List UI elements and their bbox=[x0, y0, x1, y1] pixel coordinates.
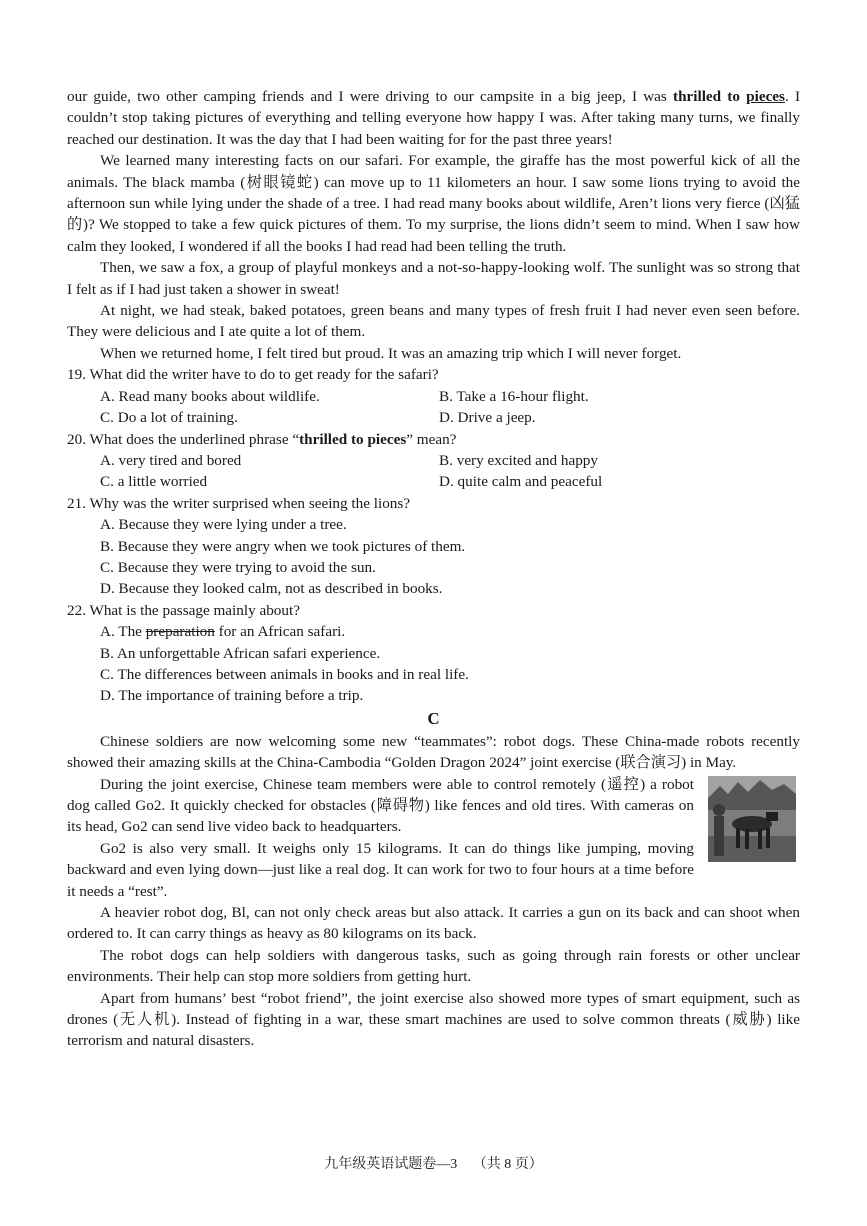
passage-c-paragraph-3: Go2 is also very small. It weighs only 15 kilograms. It can do things like jumping, moving backward and even lying down—just like a real dog. It can work for two to four hours at a time before it needs a “rest”. bbox=[67, 839, 694, 900]
footer-label: 九年级英语试题卷—3 bbox=[324, 1157, 458, 1172]
section-heading: C bbox=[427, 708, 440, 728]
text-run: our guide, two other camping friends and I were driving to our campsite in a big jeep, I was bbox=[67, 88, 674, 105]
text-run: for an African safari. bbox=[214, 623, 346, 641]
option-a: A. very tired and bored bbox=[100, 451, 242, 469]
text-run: ” mean? bbox=[406, 430, 457, 448]
question-19 bbox=[67, 364, 800, 428]
question-20 bbox=[67, 429, 800, 493]
option-b: B. Because they were angry when we took pictures of them. bbox=[100, 537, 466, 555]
option-c: C. Do a lot of training. bbox=[100, 409, 238, 427]
passage-c-paragraph-6: Apart from humans’ best “robot friend”, the joint exercise also showed more types of smart equipment, such as drones (无人机). Instead of fighting in a war, these smart machines are used to solve common threats (威胁) like terrorism and natural disasters. bbox=[67, 989, 800, 1050]
option-d: D. Because they looked calm, not as described in books. bbox=[100, 580, 443, 598]
underlined-phrase: pieces bbox=[746, 88, 785, 105]
passage-b-paragraph-2: Then, we saw a fox, a group of playful monkeys and a not-so-happy-looking wolf. The sunlight was so strong that I felt as if I had just taken a shower in sweat! bbox=[67, 259, 800, 298]
passage-b-paragraph-3: At night, we had steak, baked potatoes, green beans and many types of fresh fruit I had never even seen before. They were delicious and I ate quite a lot of them. bbox=[67, 302, 800, 341]
question-21 bbox=[67, 493, 800, 600]
option-c: C. Because they were trying to avoid the sun. bbox=[100, 558, 376, 576]
question-stem: 22. What is the passage mainly about? bbox=[67, 601, 300, 619]
text-run: 20. What does the underlined phrase “ bbox=[67, 430, 300, 448]
passage-b-paragraph-4: When we returned home, I felt tired but proud. It was an amazing trip which I will never forget. bbox=[100, 344, 682, 362]
question-stem bbox=[67, 429, 800, 450]
text-run: . I couldn’t stop taking pictures of everything and telling everyone how happy I was. After taking many turns, we finally reached our destination. It was the day that I had been waiting for for the past three years! bbox=[67, 88, 801, 148]
option-d: D. The importance of training before a trip. bbox=[100, 687, 364, 705]
exam-page bbox=[67, 86, 800, 1052]
option-b: B. very excited and happy bbox=[439, 451, 598, 469]
passage-b-paragraph-1: We learned many interesting facts on our safari. For example, the giraffe has the most powerful kick of all the animals. The black mamba (树眼镜蛇) can move up to 11 kilometers an hour. I saw some lions trying to avoid the afternoon sun while lying under the shade of a tree. I had read many books about wildlife, Aren’t lions very fierce (凶猛的)? We stopped to take a few quick pictures of them. To my surprise, the lions didn’t seem to mind. When I saw how calm they looked, I wondered if all the books I had read had been telling the truth. bbox=[67, 152, 800, 255]
option-b: B. An unforgettable African safari experience. bbox=[100, 644, 381, 662]
passage-c-paragraph-4: A heavier robot dog, Bl, can not only check areas but also attack. It carries a gun on its back and can shoot when ordered to. It can carry things as heavy as 80 kilograms on its back. bbox=[67, 904, 800, 943]
footer-page-count: （共 8 页） bbox=[472, 1157, 543, 1172]
option-a: A. Because they were lying under a tree. bbox=[100, 516, 347, 534]
option-d: D. quite calm and peaceful bbox=[439, 473, 603, 491]
question-22 bbox=[67, 600, 800, 707]
question-stem: 19. What did the writer have to do to get ready for the safari? bbox=[67, 366, 439, 384]
passage-c-paragraph-1: Chinese soldiers are now welcoming some new “teammates”: robot dogs. These China-made robots recently showed their amazing skills at the China-Cambodia “Golden Dragon 2024” joint exercise (联合演习) in May. bbox=[67, 732, 800, 772]
bold-phrase: thrilled to pieces bbox=[299, 430, 407, 448]
option-a: A. Read many books about wildlife. bbox=[100, 387, 320, 405]
page-footer bbox=[0, 1153, 867, 1173]
option-c: C. a little worried bbox=[100, 473, 208, 491]
text-run: A. The bbox=[100, 623, 146, 641]
passage-c-paragraph-5: The robot dogs can help soldiers with dangerous tasks, such as going through rain forests or other unclear environments. Their help can stop more soldiers from getting hurt. bbox=[67, 946, 800, 986]
question-stem: 21. Why was the writer surprised when seeing the lions? bbox=[67, 494, 411, 512]
robot-dog-photo bbox=[708, 776, 796, 862]
passage-c-paragraph-2: During the joint exercise, Chinese team members were able to control remotely (遥控) a robot dog called Go2. It quickly checked for obstacles (障碍物) like fences and old tires. With cameras on its head, Go2 can send live video back to headquarters. bbox=[67, 775, 694, 836]
option-b: B. Take a 16-hour flight. bbox=[439, 387, 589, 405]
option-a bbox=[67, 621, 800, 642]
bold-phrase: thrilled to bbox=[673, 88, 740, 105]
option-d: D. Drive a jeep. bbox=[439, 409, 536, 427]
struck-word: preparation bbox=[145, 623, 215, 641]
option-c: C. The differences between animals in books and in real life. bbox=[100, 665, 469, 683]
passage-b-paragraph-0 bbox=[67, 86, 800, 150]
